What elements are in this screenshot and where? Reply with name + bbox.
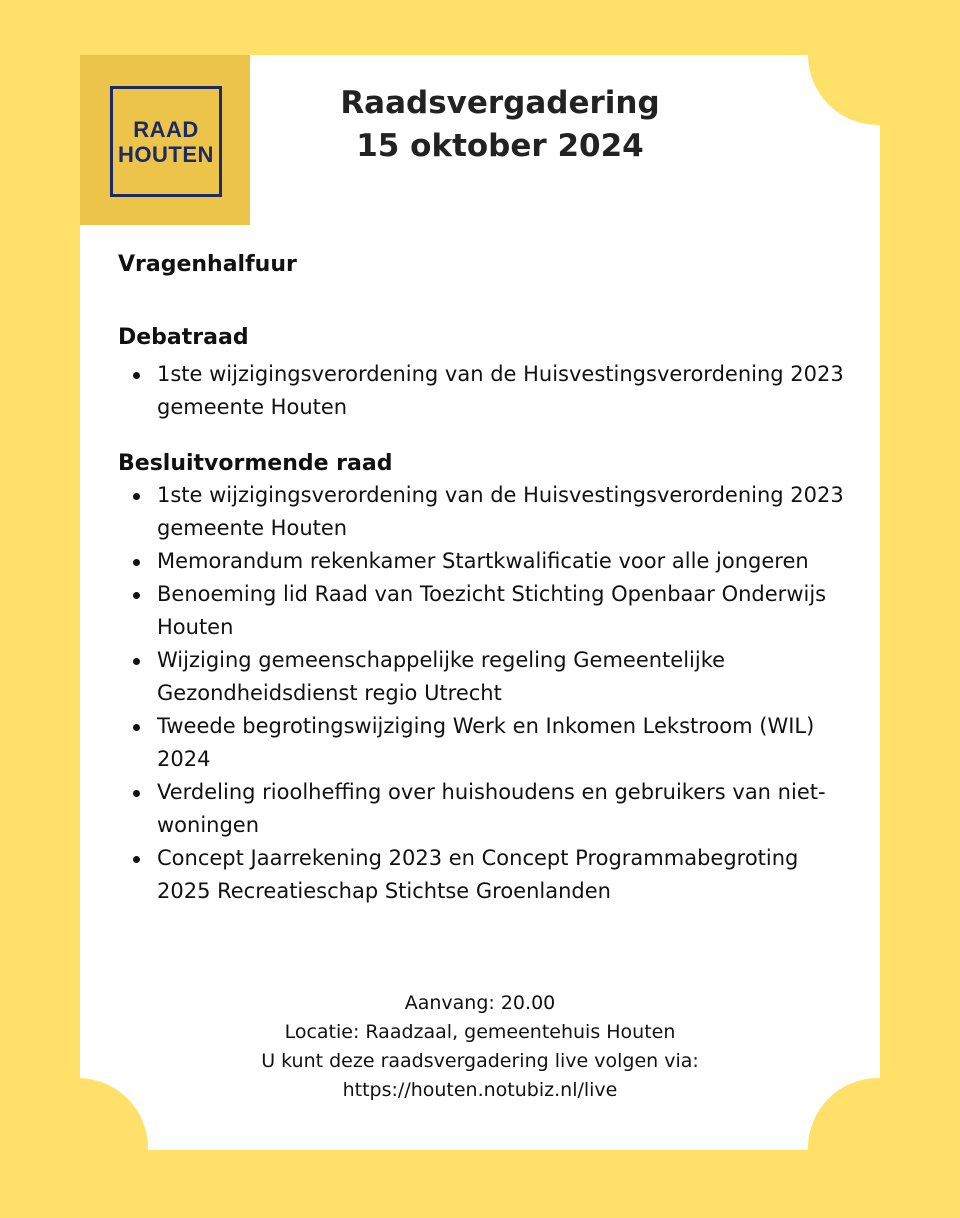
section-title-vragenhalfuur: Vragenhalfuur bbox=[118, 252, 297, 277]
list-item bbox=[118, 479, 848, 545]
section-title-besluitvormende-raad: Besluitvormende raad bbox=[118, 451, 393, 476]
logo-line-1: RAAD bbox=[133, 116, 199, 142]
start-time: Aanvang: 20.00 bbox=[404, 992, 556, 1014]
list-item-text: Memorandum rekenkamer Startkwalificatie voor alle jongeren bbox=[157, 549, 809, 573]
besluitvormende-list bbox=[118, 479, 848, 908]
logo-frame bbox=[110, 86, 222, 197]
section-title-debatraad: Debatraad bbox=[118, 325, 249, 350]
raad-houten-logo bbox=[80, 55, 250, 225]
bullet-icon bbox=[133, 856, 140, 863]
live-stream-url: https://houten.notubiz.nl/live bbox=[342, 1079, 618, 1101]
agenda bbox=[118, 250, 848, 908]
list-item bbox=[118, 358, 848, 424]
list-item bbox=[118, 842, 848, 908]
bullet-icon bbox=[133, 658, 140, 665]
corner-decoration-bottom-left bbox=[8, 1078, 148, 1218]
logo-line-2: HOUTEN bbox=[118, 141, 214, 167]
bullet-icon bbox=[133, 724, 140, 731]
list-item bbox=[118, 644, 848, 710]
bullet-icon bbox=[133, 790, 140, 797]
bullet-icon bbox=[133, 559, 140, 566]
list-item-text: Concept Jaarrekening 2023 en Concept Programmabegroting 2025 Recreatieschap Stichtse Groenlanden bbox=[157, 846, 799, 903]
location: Locatie: Raadzaal, gemeentehuis Houten bbox=[284, 1021, 676, 1043]
bullet-icon bbox=[133, 592, 140, 599]
meeting-date: 15 oktober 2024 bbox=[356, 128, 644, 164]
debatraad-list bbox=[118, 358, 848, 424]
title-text: Raadsvergadering bbox=[340, 85, 660, 121]
list-item-text: Verdeling rioolheffing over huishoudens en gebruikers van niet-woningen bbox=[157, 780, 826, 837]
live-stream-note: U kunt deze raadsvergadering live volgen via: bbox=[261, 1050, 699, 1072]
list-item bbox=[118, 776, 848, 842]
bullet-icon bbox=[133, 372, 140, 379]
meeting-info bbox=[200, 989, 760, 1105]
list-item bbox=[118, 545, 848, 578]
list-item-text: Benoeming lid Raad van Toezicht Stichting Openbaar Onderwijs Houten bbox=[157, 582, 827, 639]
list-item-text: Tweede begrotingswijziging Werk en Inkomen Lekstroom (WIL) 2024 bbox=[157, 714, 815, 771]
page-title bbox=[250, 82, 750, 168]
corner-decoration-bottom-right bbox=[808, 1078, 948, 1218]
bullet-icon bbox=[133, 493, 140, 500]
list-item bbox=[118, 578, 848, 644]
list-item-text: 1ste wijzigingsverordening van de Huisvestingsverordening 2023 gemeente Houten bbox=[157, 362, 844, 419]
list-item-text: Wijziging gemeenschappelijke regeling Gemeentelijke Gezondheidsdienst regio Utrecht bbox=[157, 648, 726, 705]
list-item-text: 1ste wijzigingsverordening van de Huisvestingsverordening 2023 gemeente Houten bbox=[157, 483, 844, 540]
list-item bbox=[118, 710, 848, 776]
